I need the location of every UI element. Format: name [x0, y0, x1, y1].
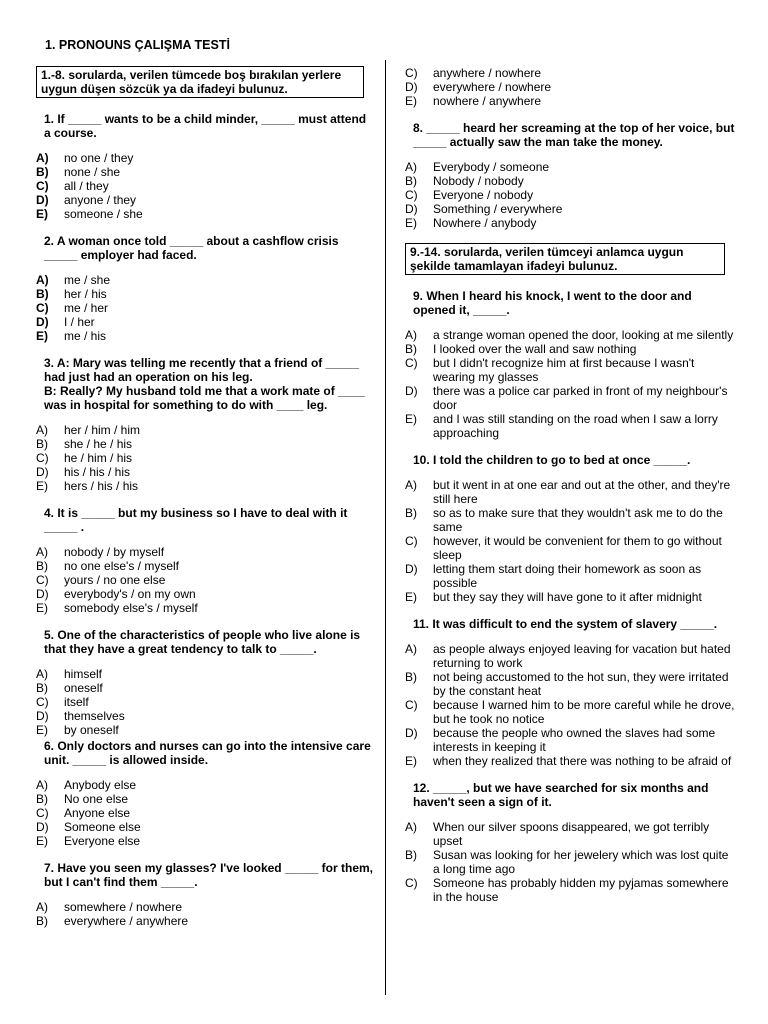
option-q4-d[interactable]: D) everybody's / on my own: [36, 587, 196, 601]
option-q7-b[interactable]: B) everywhere / anywhere: [36, 914, 189, 928]
option-q9-a[interactable]: A) a strange woman opened the door, looking at me silently: [405, 328, 734, 342]
option-q6-d[interactable]: D) Someone else: [36, 820, 141, 834]
option-q9-c[interactable]: C) but I didn't recognize him at first because I wasn't wearing my glasses: [405, 356, 695, 384]
option-q8-b[interactable]: B) Nobody / nobody: [405, 174, 524, 188]
option-q10-a[interactable]: A) but it went in at one ear and out at the other, and they're still here: [405, 478, 731, 506]
question-5: 5. One of the characteristics of people who live alone is that they have a great tendency to talk to _____.: [44, 628, 361, 656]
option-q12-a[interactable]: A) When our silver spoons disappeared, we got terribly upset: [405, 820, 710, 848]
question-9: 9. When I heard his knock, I went to the door and opened it, _____.: [413, 289, 692, 317]
option-q6-e[interactable]: E) Everyone else: [36, 834, 141, 848]
options-q5: [36, 667, 374, 737]
option-q9-b[interactable]: B) I looked over the wall and saw nothing: [405, 342, 637, 356]
option-q11-a[interactable]: A) as people always enjoyed leaving for vacation but hated returning to work: [405, 642, 731, 670]
option-q5-a[interactable]: A) himself: [36, 667, 103, 681]
options-q3: [36, 423, 374, 493]
question-1: 1. If _____ wants to be a child minder, _____ must attend a course.: [44, 112, 367, 140]
option-q2-e[interactable]: E) me / his: [36, 329, 107, 343]
option-q10-e[interactable]: E) but they say they will have gone to it after midnight: [405, 590, 702, 604]
options-q7-left: [36, 900, 374, 928]
option-q3-b[interactable]: B) she / he / his: [36, 437, 133, 451]
option-q8-c[interactable]: C) Everyone / nobody: [405, 188, 534, 202]
option-q6-c[interactable]: C) Anyone else: [36, 806, 131, 820]
instructions-box-2: 9.-14. sorularda, verilen tümceyi anlamca uygun şekilde tamamlayan ifadeyi bulunuz.: [405, 243, 725, 275]
option-q9-e[interactable]: E) and I was still standing on the road when I saw a lorry approaching: [405, 412, 718, 440]
options-q12: [405, 820, 735, 904]
option-q9-d[interactable]: D) there was a police car parked in front of my neighbour's door: [405, 384, 728, 412]
question-4: 4. It is _____ but my business so I have to deal with it _____ .: [44, 506, 348, 534]
question-7: 7. Have you seen my glasses? I've looked _____ for them, but I can't find them _____.: [44, 861, 374, 889]
options-q1: [36, 151, 374, 221]
option-q5-c[interactable]: C) itself: [36, 695, 89, 709]
instructions-box-1: 1.-8. sorularda, verilen tümcede boş bırakılan yerlere uygun düşen sözcük ya da ifadeyi bulunuz.: [36, 66, 364, 98]
option-q3-a[interactable]: A) her / him / him: [36, 423, 141, 437]
left-column: [36, 66, 374, 941]
option-q3-e[interactable]: E) hers / his / his: [36, 479, 139, 493]
option-q4-b[interactable]: B) no one else's / myself: [36, 559, 180, 573]
column-divider: [385, 60, 386, 995]
option-q8-a[interactable]: A) Everybody / someone: [405, 160, 550, 174]
options-q6: [36, 778, 374, 848]
option-q8-d[interactable]: D) Something / everywhere: [405, 202, 563, 216]
option-q4-c[interactable]: C) yours / no one else: [36, 573, 166, 587]
option-q5-d[interactable]: D) themselves: [36, 709, 125, 723]
option-q3-c[interactable]: C) he / him / his: [36, 451, 133, 465]
question-8: 8. _____ heard her screaming at the top of her voice, but _____ actually saw the man take the money.: [413, 121, 735, 149]
question-10: 10. I told the children to go to bed at once _____.: [413, 453, 691, 467]
option-q3-d[interactable]: D) his / his / his: [36, 465, 131, 479]
question-6: 6. Only doctors and nurses can go into the intensive care unit. _____ is allowed inside.: [44, 739, 371, 767]
option-q1-a[interactable]: A) no one / they: [36, 151, 134, 165]
option-q4-e[interactable]: E) somebody else's / myself: [36, 601, 198, 615]
option-q7-a[interactable]: A) somewhere / nowhere: [36, 900, 183, 914]
page-title: 1. PRONOUNS ÇALIŞMA TESTİ: [45, 38, 230, 52]
option-q5-e[interactable]: E) by oneself: [36, 723, 119, 737]
option-q4-a[interactable]: A) nobody / by myself: [36, 545, 165, 559]
question-12: 12. _____, but we have searched for six months and haven't seen a sign of it.: [413, 781, 709, 809]
options-q4: [36, 545, 374, 615]
option-q11-e[interactable]: E) when they realized that there was nothing to be afraid of: [405, 754, 732, 768]
options-q8: [405, 160, 735, 230]
option-q10-c[interactable]: C) however, it would be convenient for them to go without sleep: [405, 534, 722, 562]
option-q10-b[interactable]: B) so as to make sure that they wouldn't ask me to do the same: [405, 506, 723, 534]
option-q1-e[interactable]: E) someone / she: [36, 207, 143, 221]
options-q10: [405, 478, 735, 604]
option-q1-d[interactable]: D) anyone / they: [36, 193, 137, 207]
option-q11-c[interactable]: C) because I warned him to be more careful while he drove, but he took no notice: [405, 698, 735, 726]
option-q7-e[interactable]: E) nowhere / anywhere: [405, 94, 542, 108]
option-q7-d[interactable]: D) everywhere / nowhere: [405, 80, 552, 94]
option-q1-b[interactable]: B) none / she: [36, 165, 121, 179]
right-column: [405, 66, 735, 917]
option-q6-a[interactable]: A) Anybody else: [36, 778, 137, 792]
question-3: 3. A: Mary was telling me recently that a friend of _____ had just had an operation on his leg. B: Really? My husband told me that a work mate of ____ was in hospital for something to do with ____ leg.: [44, 356, 365, 412]
option-q12-c[interactable]: C) Someone has probably hidden my pyjamas somewhere in the house: [405, 876, 729, 904]
options-q2: [36, 273, 374, 343]
options-q11: [405, 642, 735, 768]
options-q7-right: [405, 66, 735, 108]
option-q7-c[interactable]: C) anywhere / nowhere: [405, 66, 542, 80]
option-q2-d[interactable]: D) I / her: [36, 315, 95, 329]
options-q9: [405, 328, 735, 440]
option-q12-b[interactable]: B) Susan was looking for her jewelery which was lost quite a long time ago: [405, 848, 729, 876]
option-q5-b[interactable]: B) oneself: [36, 681, 103, 695]
question-11: 11. It was difficult to end the system of slavery _____.: [413, 617, 718, 631]
option-q11-d[interactable]: D) because the people who owned the slaves had some interests in keeping it: [405, 726, 716, 754]
option-q8-e[interactable]: E) Nowhere / anybody: [405, 216, 537, 230]
option-q11-b[interactable]: B) not being accustomed to the hot sun, they were irritated by the constant heat: [405, 670, 729, 698]
option-q10-d[interactable]: D) letting them start doing their homework as soon as possible: [405, 562, 702, 590]
option-q2-a[interactable]: A) me / she: [36, 273, 111, 287]
option-q6-b[interactable]: B) No one else: [36, 792, 129, 806]
option-q2-b[interactable]: B) her / his: [36, 287, 107, 301]
option-q2-c[interactable]: C) me / her: [36, 301, 109, 315]
option-q1-c[interactable]: C) all / they: [36, 179, 109, 193]
question-2: 2. A woman once told _____ about a cashflow crisis _____ employer had faced.: [44, 234, 339, 262]
